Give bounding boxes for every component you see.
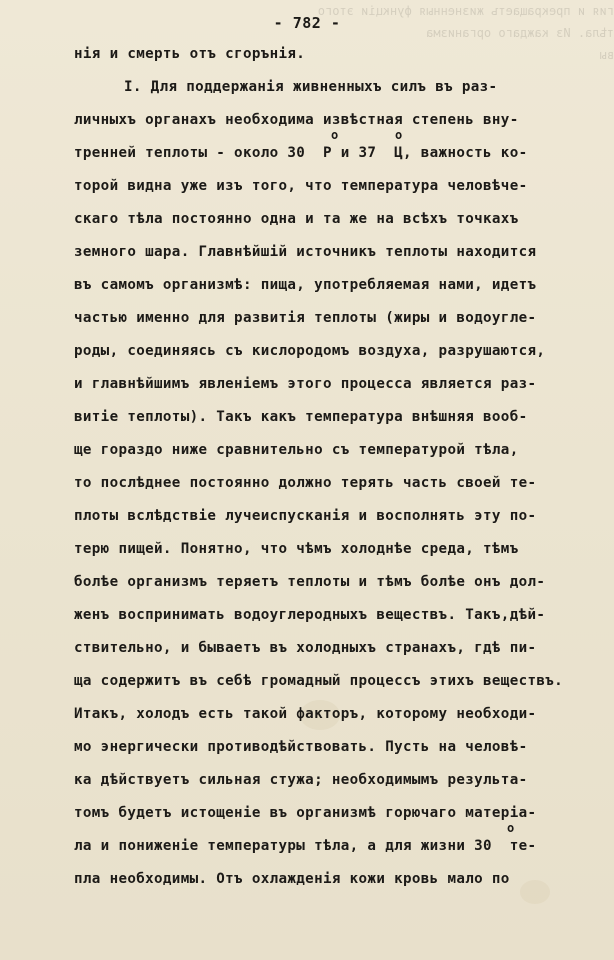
- text-line: торой видна уже изъ того, что температура человѣче-: [74, 178, 528, 194]
- bleed-through-text: гия и прекращаетъ жизненныя функціи этого тѣла. Из каждаго организма вы: [317, 4, 614, 62]
- degree-mark: о: [331, 128, 339, 142]
- text-line: болѣе организмъ теряетъ теплоты и тѣмъ болѣе онъ дол-: [74, 574, 546, 590]
- text-line: плоты вслѣдствіе лучеиспусканія и восполнять эту по-: [74, 508, 537, 524]
- text-line: терю пищей. Понятно, что чѣмъ холоднѣе среда, тѣмъ: [74, 541, 519, 557]
- text-line: земного шара. Главнѣйшій источникъ теплоты находится: [74, 244, 537, 260]
- text-line: и главнѣйшимъ явленіемъ этого процесса является раз-: [74, 376, 537, 392]
- text-line: ствительно, и бываетъ въ холодныхъ странахъ, гдѣ пи-: [74, 640, 537, 656]
- paper-stain: [520, 880, 550, 904]
- text-line: Итакъ, холодъ есть такой факторъ, которому необходи-: [74, 706, 537, 722]
- page-number: - 782 -: [273, 14, 341, 32]
- text-line: томъ будетъ истощеніе въ организмѣ горючаго матеріа-: [74, 805, 537, 821]
- degree-mark: о: [395, 128, 403, 142]
- text-line: ла и пониженіе температуры тѣла, а для жизни 30 те-: [74, 838, 537, 854]
- text-line: тренней теплоты - около 30 Р и 37 Ц, важность ко-: [74, 145, 528, 161]
- text-line: личныхъ органахъ необходима извѣстная степень вну-: [74, 112, 519, 128]
- text-line: то послѣднее постоянно должно терять часть своей те-: [74, 475, 537, 491]
- text-line: ка дѣйствуетъ сильная стужа; необходимымъ результа-: [74, 772, 528, 788]
- text-line: скаго тѣла постоянно одна и та же на всѣхъ точкахъ: [74, 211, 519, 227]
- text-line: ще гораздо ниже сравнительно съ температурой тѣла,: [74, 442, 519, 458]
- text-line: нія и смерть отъ сгорънія.: [74, 46, 306, 62]
- text-line: мо энергически противодѣйствовать. Пусть на человѣ-: [74, 739, 528, 755]
- text-line: женъ воспринимать водоуглеродныхъ веществъ. Такъ,дѣй-: [74, 607, 546, 623]
- text-line: роды, соединяясь съ кислородомъ воздуха, разрушаются,: [74, 343, 546, 359]
- text-line: пла необходимы. Отъ охлажденія кожи кровь мало по: [74, 871, 510, 887]
- degree-mark: о: [507, 821, 515, 835]
- text-line: ща содержитъ въ себѣ громадный процессъ этихъ веществъ.: [74, 673, 564, 689]
- text-line: витіе теплоты). Такъ какъ температура внѣшняя вооб-: [74, 409, 528, 425]
- text-line: въ самомъ организмѣ: пища, употребляемая нами, идетъ: [74, 277, 537, 293]
- text-line: частью именно для развитія теплоты (жиры и водоугле-: [74, 310, 537, 326]
- text-line: I. Для поддержанія живненныхъ силъ въ раз-: [124, 79, 498, 95]
